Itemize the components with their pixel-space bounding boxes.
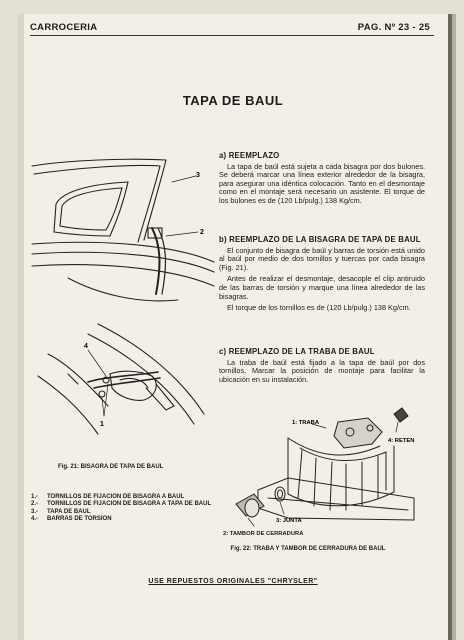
fig21-callout-3: 3 <box>196 172 200 179</box>
figure-21-legend <box>31 494 222 524</box>
fig22-label-traba: 1: TRABA <box>292 420 320 426</box>
legend-item <box>31 501 222 508</box>
section-b-paragraph-2: Antes de realizar el desmontaje, desacople el clip antiruido de las barras de torsión y marque una línea alrededor de las bisagras. <box>219 274 425 301</box>
fig22-label-tambor: 2: TAMBOR DE CERRADURA <box>223 531 304 537</box>
legend-number: 3.- <box>31 508 39 515</box>
page-title: TAPA DE BAUL <box>182 93 284 108</box>
section-a-heading: a) REEMPLAZO <box>219 151 280 160</box>
fig21-callout-1: 1 <box>100 421 104 428</box>
legend-number: 4.- <box>31 516 39 523</box>
legend-text: TORNILLOS DE FIJACION DE BISAGRA A TAPA DE BAUL <box>47 501 212 508</box>
section-b-paragraph-1: El conjunto de bisagra de baúl y barras de torsión está unido al baúl por medio de dos tornillos y tuercas por cada bisagra (Fig. 21). <box>219 245 425 272</box>
legend-number: 2.- <box>31 501 39 508</box>
fig21-callout-4: 4 <box>84 343 88 350</box>
section-b <box>219 236 425 316</box>
section-c-heading: c) REEMPLAZO DE LA TRABA DE BAUL <box>219 347 375 356</box>
section-b-paragraph-3: El torque de los tornillos es de (120 Lb/pulg.) 138 Kg/cm. <box>227 303 411 313</box>
legend-number: 1.- <box>31 494 39 500</box>
legend-item <box>31 509 222 516</box>
header-rule <box>30 35 434 36</box>
section-c-paragraph: La traba de baúl está fijado a la tapa de baúl por dos tornillos. Marcar la posición de montaje para facilitar la ubicación en su instalación. <box>219 357 425 384</box>
legend-item <box>31 494 222 501</box>
legend-text: TORNILLOS DE FIJACION DE BISAGRA A BAUL <box>47 494 185 500</box>
fig22-label-junta: 3: JUNTA <box>276 518 302 524</box>
legend-text: TAPA DE BAUL <box>47 508 91 515</box>
page-footer: USE REPUESTOS ORIGINALES "CHRYSLER" <box>148 578 318 585</box>
section-header: CARROCERIA <box>30 22 98 33</box>
fig22-label-reten: 4: RETEN <box>388 438 415 444</box>
section-a <box>219 152 425 209</box>
figure-22-lock-diagram <box>218 398 424 530</box>
figure-21-caption: Fig. 21: BISAGRA DE TAPA DE BAUL <box>58 464 164 470</box>
section-b-heading: b) REEMPLAZO DE LA BISAGRA DE TAPA DE BAUL <box>219 235 421 244</box>
page-number: PAG. Nº 23 - 25 <box>357 22 430 33</box>
figure-21-hinge-diagram <box>28 144 218 474</box>
legend-text: BARRAS DE TORSION <box>47 516 112 523</box>
legend-item <box>31 516 222 523</box>
section-c <box>219 348 425 387</box>
fig21-callout-2: 2 <box>200 229 204 236</box>
figure-22-caption: Fig. 22: TRABA Y TAMBOR DE CERRADURA DE BAUL <box>230 546 386 552</box>
manual-page <box>18 14 448 640</box>
section-a-paragraph: La tapa de baúl está sujeta a cada bisagra por dos bulones. Se deberá marcar una línea exterior alrededor de la bisagra, para asegurar una idéntica colocación. Tanto en el desmontaje como en el montaje será necesario un asistente. El torque de los bulones es de (120 Lb/pulg.) 138 Kg/cm. <box>219 161 425 205</box>
